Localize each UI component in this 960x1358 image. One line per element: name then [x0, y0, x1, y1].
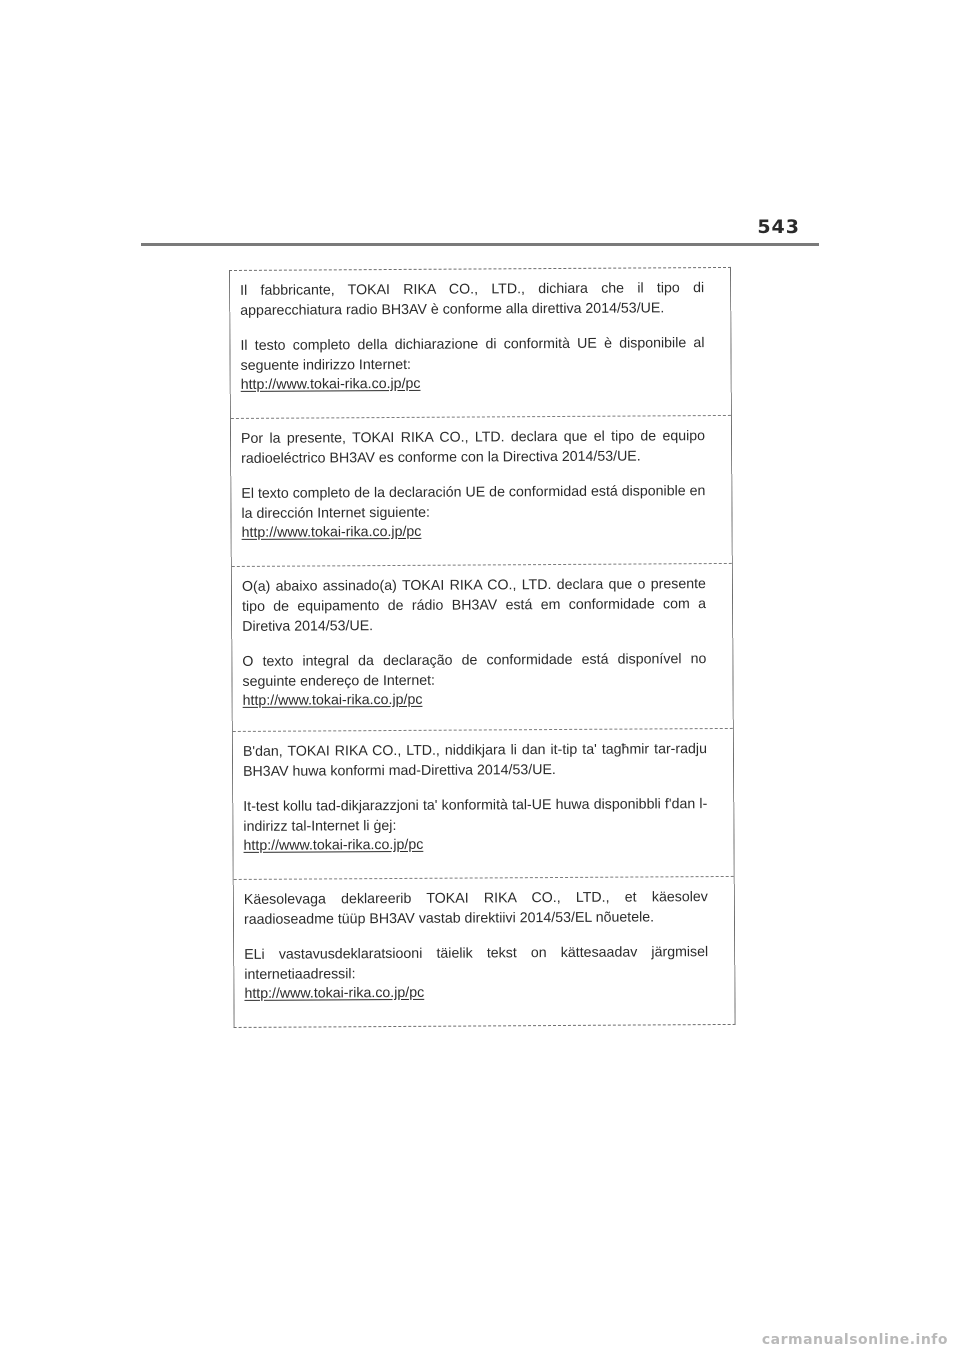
declaration-section-spanish: [231, 416, 732, 567]
declaration-url-link[interactable]: http://www.tokai-rika.co.jp/pc: [240, 375, 421, 393]
declaration-statement: O(a) abaixo assinado(a) TOKAI RIKA CO., LTD. declara que o presente tipo de equipamento de rádio BH3AV está em conformidade com a Diretiva 2014/53/UE.: [241, 576, 707, 635]
declaration-availability: ELi vastavusdeklaratsiooni täielik tekst on kättesaadav järgmisel internetiaadressil:: [244, 944, 709, 983]
declaration-availability: O texto integral da declaração de conformidade está disponível no seguinte endereço de Internet:: [242, 651, 707, 690]
declaration-section-italian: [230, 268, 731, 419]
footer-watermark: carmanualsonline.info: [761, 1332, 948, 1348]
declaration-section-estonian: [234, 877, 735, 1027]
declaration-statement: B'dan, TOKAI RIKA CO., LTD., niddikjara li dan it-tip ta' tagħmir tar-radju BH3AV huwa konformi mad-Direttiva 2014/53/UE.: [242, 741, 707, 780]
declaration-url-link[interactable]: http://www.tokai-rika.co.jp/pc: [244, 984, 425, 1002]
header-rule: [141, 243, 819, 246]
declaration-section-maltese: [233, 729, 734, 880]
declaration-statement: Il fabbricante, TOKAI RIKA CO., LTD., dichiara che il tipo di apparecchiatura radio BH3AV è conforme alla direttiva 2014/53/UE.: [240, 280, 705, 319]
declaration-availability: It-test kollu tad-dikjarazzjoni ta' konformità tal-UE huwa disponibbli f'dan l-indirizz tal-Internet li ġej:: [243, 796, 708, 835]
declaration-section-portuguese: [232, 564, 733, 732]
declaration-availability: Il testo completo della dichiarazione di conformità UE è disponibile al seguente indirizzo Internet:: [240, 335, 705, 374]
declaration-box: [229, 267, 736, 1028]
declaration-url-link[interactable]: http://www.tokai-rika.co.jp/pc: [241, 523, 422, 541]
declaration-url-link[interactable]: http://www.tokai-rika.co.jp/pc: [243, 836, 424, 854]
page-number: 543: [757, 216, 800, 238]
declaration-availability: El texto completo de la declaración UE de conformidad está disponible en la dirección Internet siguiente:: [241, 483, 706, 522]
declaration-url-link[interactable]: http://www.tokai-rika.co.jp/pc: [242, 691, 423, 709]
declaration-statement: Käesolevaga deklareerib TOKAI RIKA CO., LTD., et käesolev raadioseadme tüüp BH3AV vastab direktiivi 2014/53/EL nõuetele.: [243, 889, 708, 928]
declaration-statement: Por la presente, TOKAI RIKA CO., LTD. declara que el tipo de equipo radioeléctrico BH3AV es conforme con la Directiva 2014/53/UE.: [240, 428, 706, 467]
